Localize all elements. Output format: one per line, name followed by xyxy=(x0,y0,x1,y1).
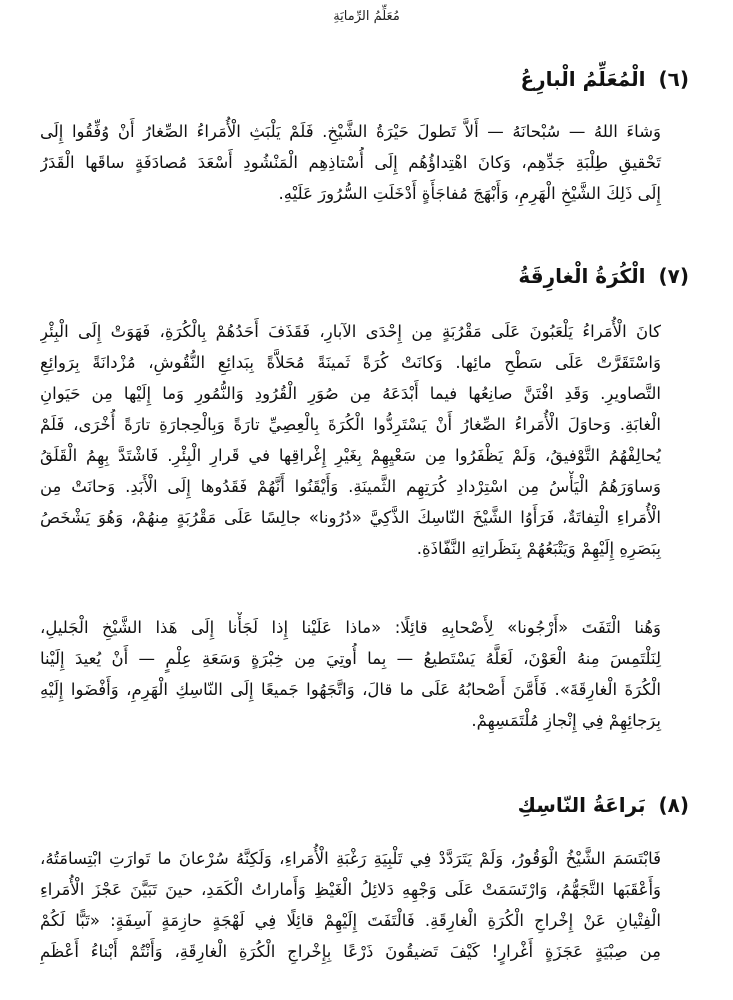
section-heading xyxy=(40,64,689,94)
text-line: تَحْقيقِ طِلْبَةِ جَدِّهِم، وَكانَ اهْتِداؤُهُم إِلَى أُسْتاذِهِم الْمَنْشُودِ أَسْعَدَ مُصادَفَةٍ ساقَها الْقَدَرُ xyxy=(40,153,661,172)
text-line: إِلَى ذَلِكَ الشَّيْخِ الْهَرِمِ، وَأَبْهَجَ مُفاجَأَةٍ أَدْخَلَتِ السُّرُورَ عَلَيْهِ. xyxy=(278,184,661,203)
section-heading xyxy=(40,261,689,291)
text-line: بِبَصَرِهِ إِلَيْهِمْ وَيَتْبَعُهُمْ بِنَظَراتِهِ النَّفّاذَةِ. xyxy=(416,539,661,558)
text-line: وَشاءَ اللهُ — سُبْحانَهُ — أَلاَّ تَطولَ حَيْرَةُ الشَّيْخِ. فَلَمْ يَلْبَثِ الْأُمَراءُ الصِّغارُ أَنْ وُفِّقُوا إِلَى xyxy=(40,122,661,141)
section-heading xyxy=(40,790,689,820)
text-line: وَاسْتَقَرَّتْ عَلَى سَطْحِ مائِها. وَكانَتْ كُرَةً ثَمينَةً مُحَلاَّةً بِبَدائِعِ النُّقُوشِ، مُزْدانَةً بِرَوائِعِ xyxy=(40,353,661,372)
section-number: (٨) xyxy=(658,793,689,817)
text-line: الْفِتْيانِ عَنْ إِخْراجِ الْكُرَةِ الْغارِقَةِ. فَالْتَفَتَ إِلَيْهِمْ قائِلًا فِي لَهْجَةٍ حازِمَةٍ آسِفَةٍ: «تَبًّا لَكُمْ xyxy=(40,911,661,930)
section-title: بَراعَةُ النّاسِكِ xyxy=(517,793,646,817)
text-line: الْأُمَراءِ الْتِفاتَةٌ، فَرَأَوُا الشَّيْخَ النّاسِكَ الذَّكِيَّ «دُرُونا» جالِسًا عَلَى مَقْرُبَةٍ مِنهُمْ، وَهُوَ يَشْخَصُ xyxy=(40,508,661,527)
text-line: وَأَعْقَبَها التَّجَهُّمُ، وَارْتَسَمَتْ عَلَى وَجْهِهِ دَلائِلُ الْغَيْظِ وَأَماراتُ الْكَمَدِ، حينَ تَبَيَّنَ عَجْزَ الْأُمَراءِ xyxy=(40,880,661,899)
section-number: (٧) xyxy=(658,264,689,288)
text-line: يُحالِفْهُمُ التَّوْفيقُ، وَلَمْ يَظْفَرُوا مِن سَعْيِهِمْ بِغَيْرِ إِغْراقِها في قَرارِ الْبِئْرِ. فَاشْتَدَّ بِهِمُ الْقَلَقُ xyxy=(40,446,661,465)
paragraph xyxy=(40,612,689,736)
running-header: مُعَلِّمُ الرِّمايَةِ xyxy=(333,9,400,24)
text-line: الْغابَةِ. وَحاوَلَ الْأُمَراءُ الصِّغارُ أَنْ يَسْتَرِدُّوا الْكُرَةَ بِالْعِصِيِّ تارَةً وَبِالْحِجارَةِ تارَةً أُخْرَى، فَلَمْ xyxy=(40,415,661,434)
section-title: الْمُعَلِّمُ الْبارِعُ xyxy=(520,67,646,91)
text-line: وَساوَرَهُمُ الْيَأْسُ مِن اسْتِرْدادِ كُرَتِهِم الثَّمينَةِ. وَأَيْقَنُوا أَنَّهُمْ فَقَدُوها إِلَى الْأَبَدِ. وَحانَتْ مِن xyxy=(40,477,661,496)
text-line: بِرَجائِهِمْ فِي إِنْجازِ مُلْتَمَسِهِمْ. xyxy=(471,711,661,730)
text-line: وَهُنا الْتَفَتَ «أَرْجُونا» لِأَصْحابِهِ قائِلًا: «ماذا عَلَيْنا إِذا لَجَأْنا إِلَى هَذا الشَّيْخِ الْجَليلِ، xyxy=(40,618,661,637)
paragraph xyxy=(40,116,689,209)
paragraph xyxy=(40,316,689,564)
text-line: لِنَلْتَمِسَ مِنهُ الْعَوْنَ، لَعَلَّهُ يَسْتَطيعُ — بِما أُوتِيَ مِن خِبْرَةٍ وَسَعَةِ عِلْمٍ — أَنْ يُعيدَ إِلَيْنا xyxy=(40,649,661,668)
text-line: كانَ الْأُمَراءُ يَلْعَبُونَ عَلَى مَقْرُبَةٍ مِن إِحْدَى الآبارِ، فَقَذَفَ أَحَدُهُمْ بِالْكُرَةِ، فَهَوَتْ إِلَى الْبِئْرِ xyxy=(40,322,661,341)
paragraph xyxy=(40,843,689,967)
text-line: مِن صِبْيَةٍ عَجَزَةٍ أَغْرارٍ! كَيْفَ تَضيقُونَ ذَرْعًا بِإِخْراجِ الْكُرَةِ الْغارِقَةِ، وَأَنْتُمْ أَبْناءُ أَعْظَمِ xyxy=(40,942,661,961)
text-line: التَّصاويرِ. وَقَدِ افْتَنَّ صانِعُها فيما أَبْدَعَهُ مِن صُوَرِ الْقُرُودِ وَالنُّمُورِ وَما إِلَيْها مِن حَيَوانِ xyxy=(40,384,661,403)
section-number: (٦) xyxy=(658,67,689,91)
text-line: الْكُرَةَ الْغارِقَةَ». فَأَمَّنَ أَصْحابُهُ عَلَى ما قالَ، وَاتَّجَهُوا جَميعًا إِلَى النّاسِكِ الْهَرِمِ، وَأَفْضَوا إِلَيْهِ xyxy=(40,680,661,699)
text-line: فَابْتَسَمَ الشَّيْخُ الْوَقُورُ، وَلَمْ يَتَرَدَّدْ فِي تَلْبِيَةِ رَغْبَةِ الْأُمَراءِ، وَلَكِنَّهُ سُرْعانَ ما تَوارَتِ ابْتِسامَتُهُ، xyxy=(40,849,661,868)
section-title: الْكُرَةُ الْغارِقَةُ xyxy=(518,264,646,288)
